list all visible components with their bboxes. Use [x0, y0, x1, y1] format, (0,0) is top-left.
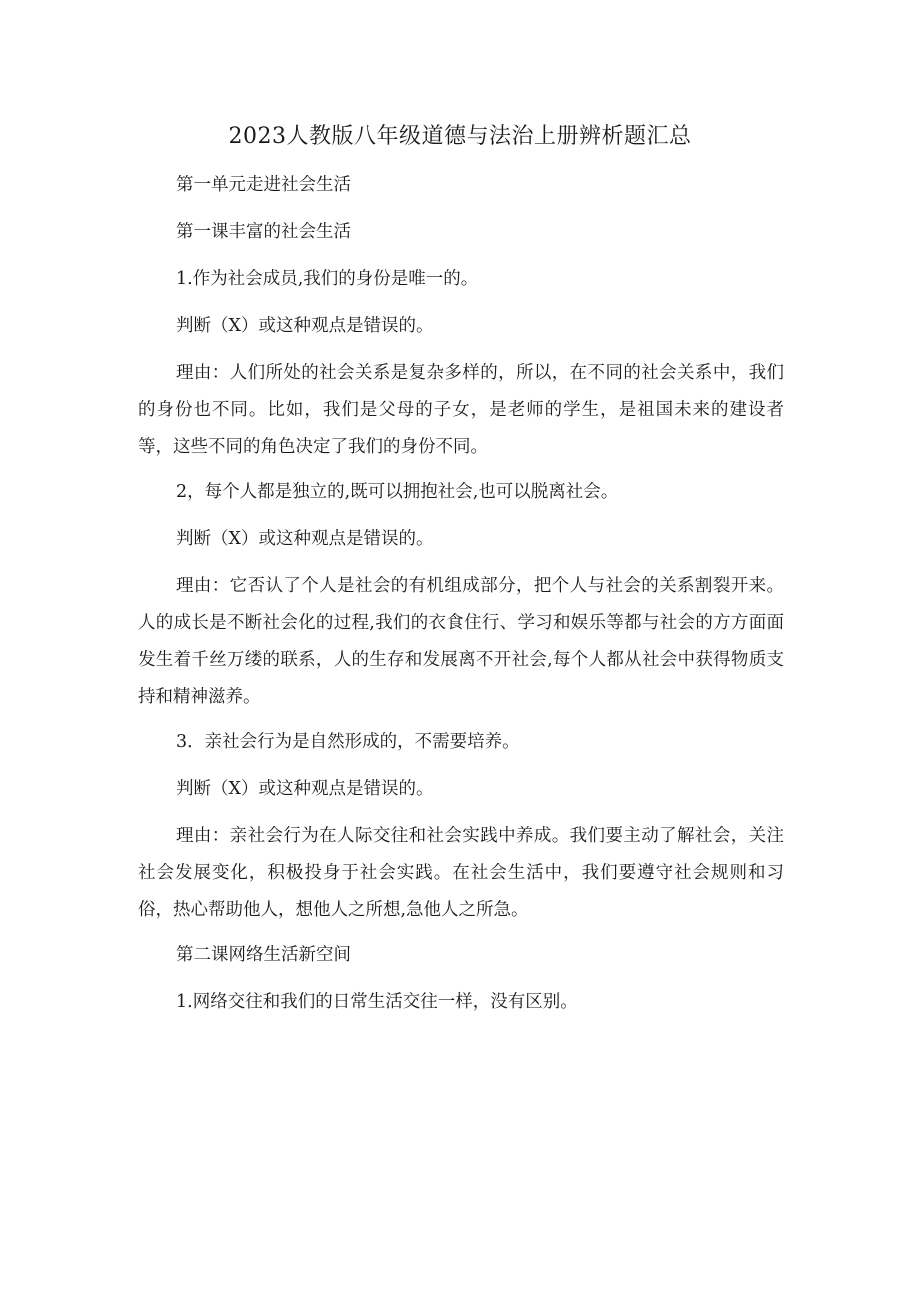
document-body: [138, 171, 784, 1035]
unit-heading: 第一单元走进社会生活: [176, 175, 351, 195]
reason-3: 理由：亲社会行为在人际交往和社会实践中养成。我们要主动了解社会，关注社会发展变化，积极投身于社会实践。在社会生活中，我们要遵守社会规则和习俗，热心帮助他人，想他人之所想,急他人之所急。: [138, 826, 784, 920]
judgment-1: 判断（X）或这种观点是错误的。: [176, 316, 434, 336]
reason-1: 理由：人们所处的社会关系是复杂多样的，所以，在不同的社会关系中，我们的身份也不同。比如，我们是父母的子女，是老师的学生，是祖国未来的建设者等，这些不同的角色决定了我们的身份不同。: [138, 363, 784, 457]
question-1: 1.作为社会成员,我们的身份是唯一的。: [176, 269, 479, 289]
reason-2: 理由：它否认了个人是社会的有机组成部分，把个人与社会的关系割裂开来。人的成长是不断社会化的过程,我们的衣食住行、学习和娱乐等都与社会的方方面面发生着千丝万缕的联系，人的生存和发展离不开社会,每个人都从社会中获得物质支持和精神滋养。: [138, 576, 784, 707]
question-3: 3．亲社会行为是自然形成的，不需要培养。: [176, 732, 520, 752]
judgment-3: 判断（X）或这种观点是错误的。: [176, 779, 434, 799]
lesson-2-heading: 第二课网络生活新空间: [176, 945, 351, 965]
question-2: 2，每个人都是独立的,既可以拥抱社会,也可以脱离社会。: [176, 482, 619, 502]
document-title: 2023人教版八年级道德与法治上册辨析题汇总: [228, 124, 692, 149]
judgment-2: 判断（X）或这种观点是错误的。: [176, 529, 434, 549]
lesson-heading: 第一课丰富的社会生活: [176, 222, 351, 242]
lesson-2-question-1: 1.网络交往和我们的日常生活交往一样，没有区别。: [176, 992, 578, 1012]
